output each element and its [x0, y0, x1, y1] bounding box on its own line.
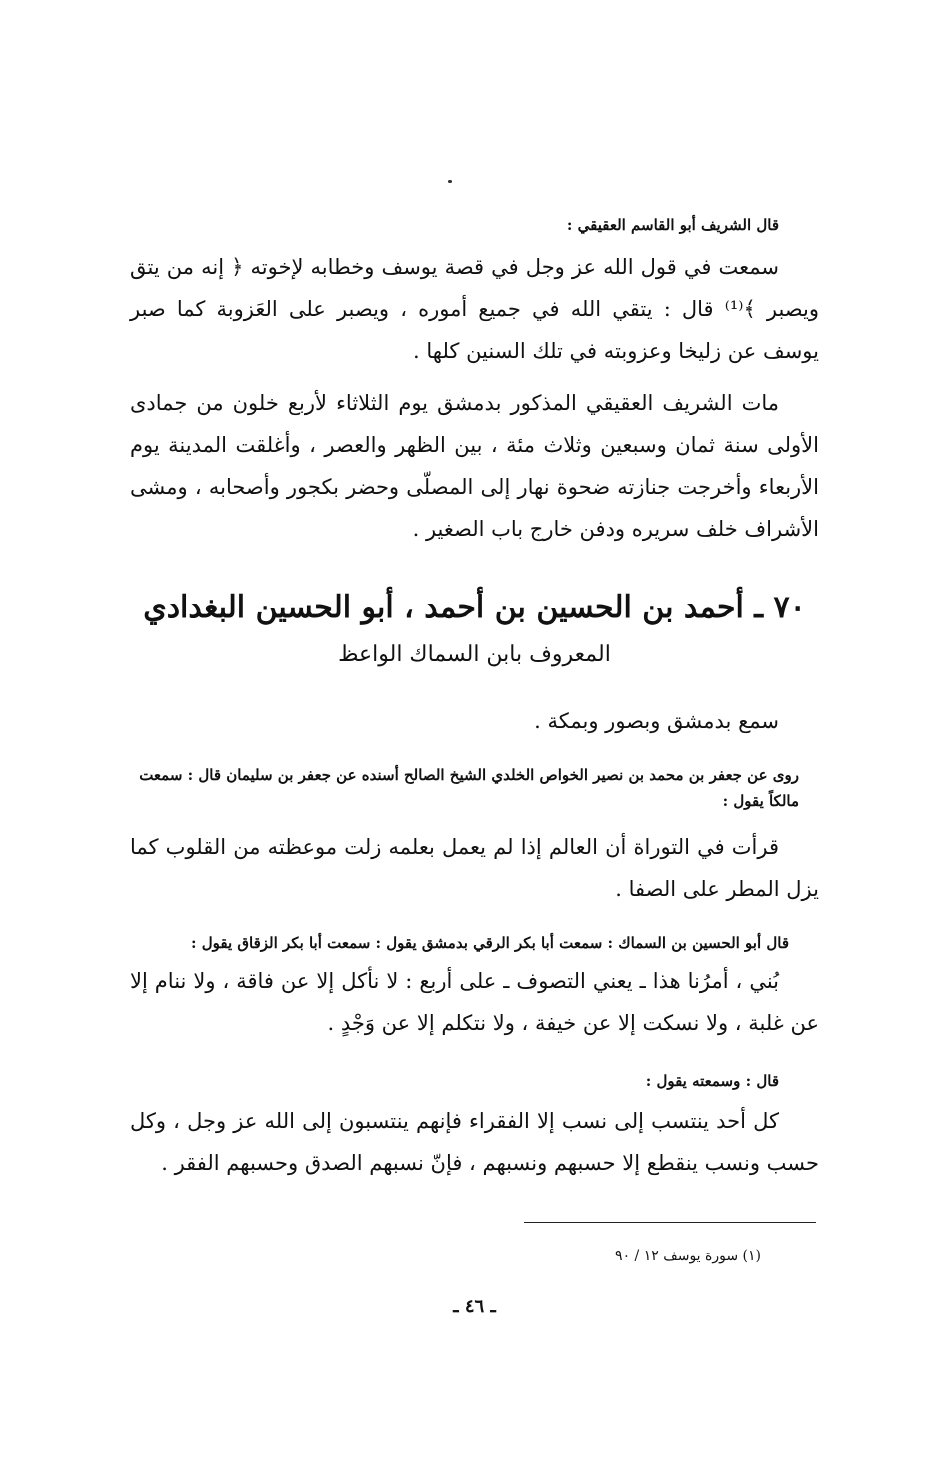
paragraph-4-text: قرأت في التوراة أن العالم إذا لم يعمل بعلمه زلت موعظته من القلوب كما يزل المطر على الصفا . — [130, 835, 819, 901]
footnote-separator — [524, 1222, 816, 1223]
paragraph-3-text: سمع بدمشق وبصور وبمكة . — [534, 709, 779, 733]
isnad-line-2: روى عن جعفر بن محمد بن نصير الخواص الخلدي الشيخ الصالح أسنده عن جعفر بن سليمان قال : سمعت مالكاً يقول : — [139, 766, 799, 810]
paragraph-6 — [130, 1100, 819, 1184]
paragraph-5-text: بُني ، أمرُنا هذا ـ يعني التصوف ـ على أربع : لا نأكل إلا عن فاقة ، ولا ننام إلا عن غلبة ، ولا نسكت إلا عن خيفة ، ولا نتكلم إلا عن وَجْدٍ . — [130, 969, 819, 1035]
paragraph-1 — [130, 246, 819, 372]
page-number: ـ ٤٦ ـ — [453, 1296, 496, 1317]
paragraph-1-text: سمعت في قول الله عز وجل في قصة يوسف وخطابه لإخوته ﴿ إنه من يتق ويصبر ﴾⁽¹⁾ قال : يتقي الله في جميع أموره ، ويصبر على العَزوبة كما صبر يوسف عن زليخا وعزوبته في تلك السنين كلها . — [130, 255, 819, 363]
footnote: (١) سورة يوسف ١٢ / ٩٠ — [615, 1248, 761, 1264]
entry-subtitle: المعروف بابن السماك الواعظ — [338, 642, 611, 667]
isnad-line-4: قال : وسمعته يقول : — [645, 1072, 779, 1090]
paragraph-6-text: كل أحد ينتسب إلى نسب إلا الفقراء فإنهم ينتسبون إلى الله عز وجل ، وكل حسب ونسب ينقطع إلا حسبهم ونسبهم ، فإنّ نسبهم الصدق وحسبهم الفقر . — [130, 1109, 819, 1175]
paragraph-3 — [130, 700, 819, 742]
paragraph-5 — [130, 960, 819, 1044]
entry-title: ٧٠ ـ أحمد بن الحسين بن أحمد ، أبو الحسين البغدادي — [143, 590, 806, 625]
isnad-line-1: قال الشريف أبو القاسم العقيقي : — [566, 216, 779, 234]
stray-mark — [448, 180, 452, 183]
isnad-line-3: قال أبو الحسين بن السماك : سمعت أبا بكر الرقي بدمشق يقول : سمعت أبا بكر الزقاق يقول : — [191, 934, 789, 952]
paragraph-2-text: مات الشريف العقيقي المذكور بدمشق يوم الثلاثاء لأربع خلون من جمادى الأولى سنة ثمان وسبعين وثلاث مئة ، بين الظهر والعصر ، وأغلقت المدينة يوم الأربعاء وأخرجت جنازته ضحوة نهار إلى المصلّى وحضر بكجور وأصحابه ، ومشى الأشراف خلف سريره ودفن خارج باب الصغير . — [130, 391, 819, 541]
paragraph-2 — [130, 382, 819, 550]
paragraph-4 — [130, 826, 819, 910]
